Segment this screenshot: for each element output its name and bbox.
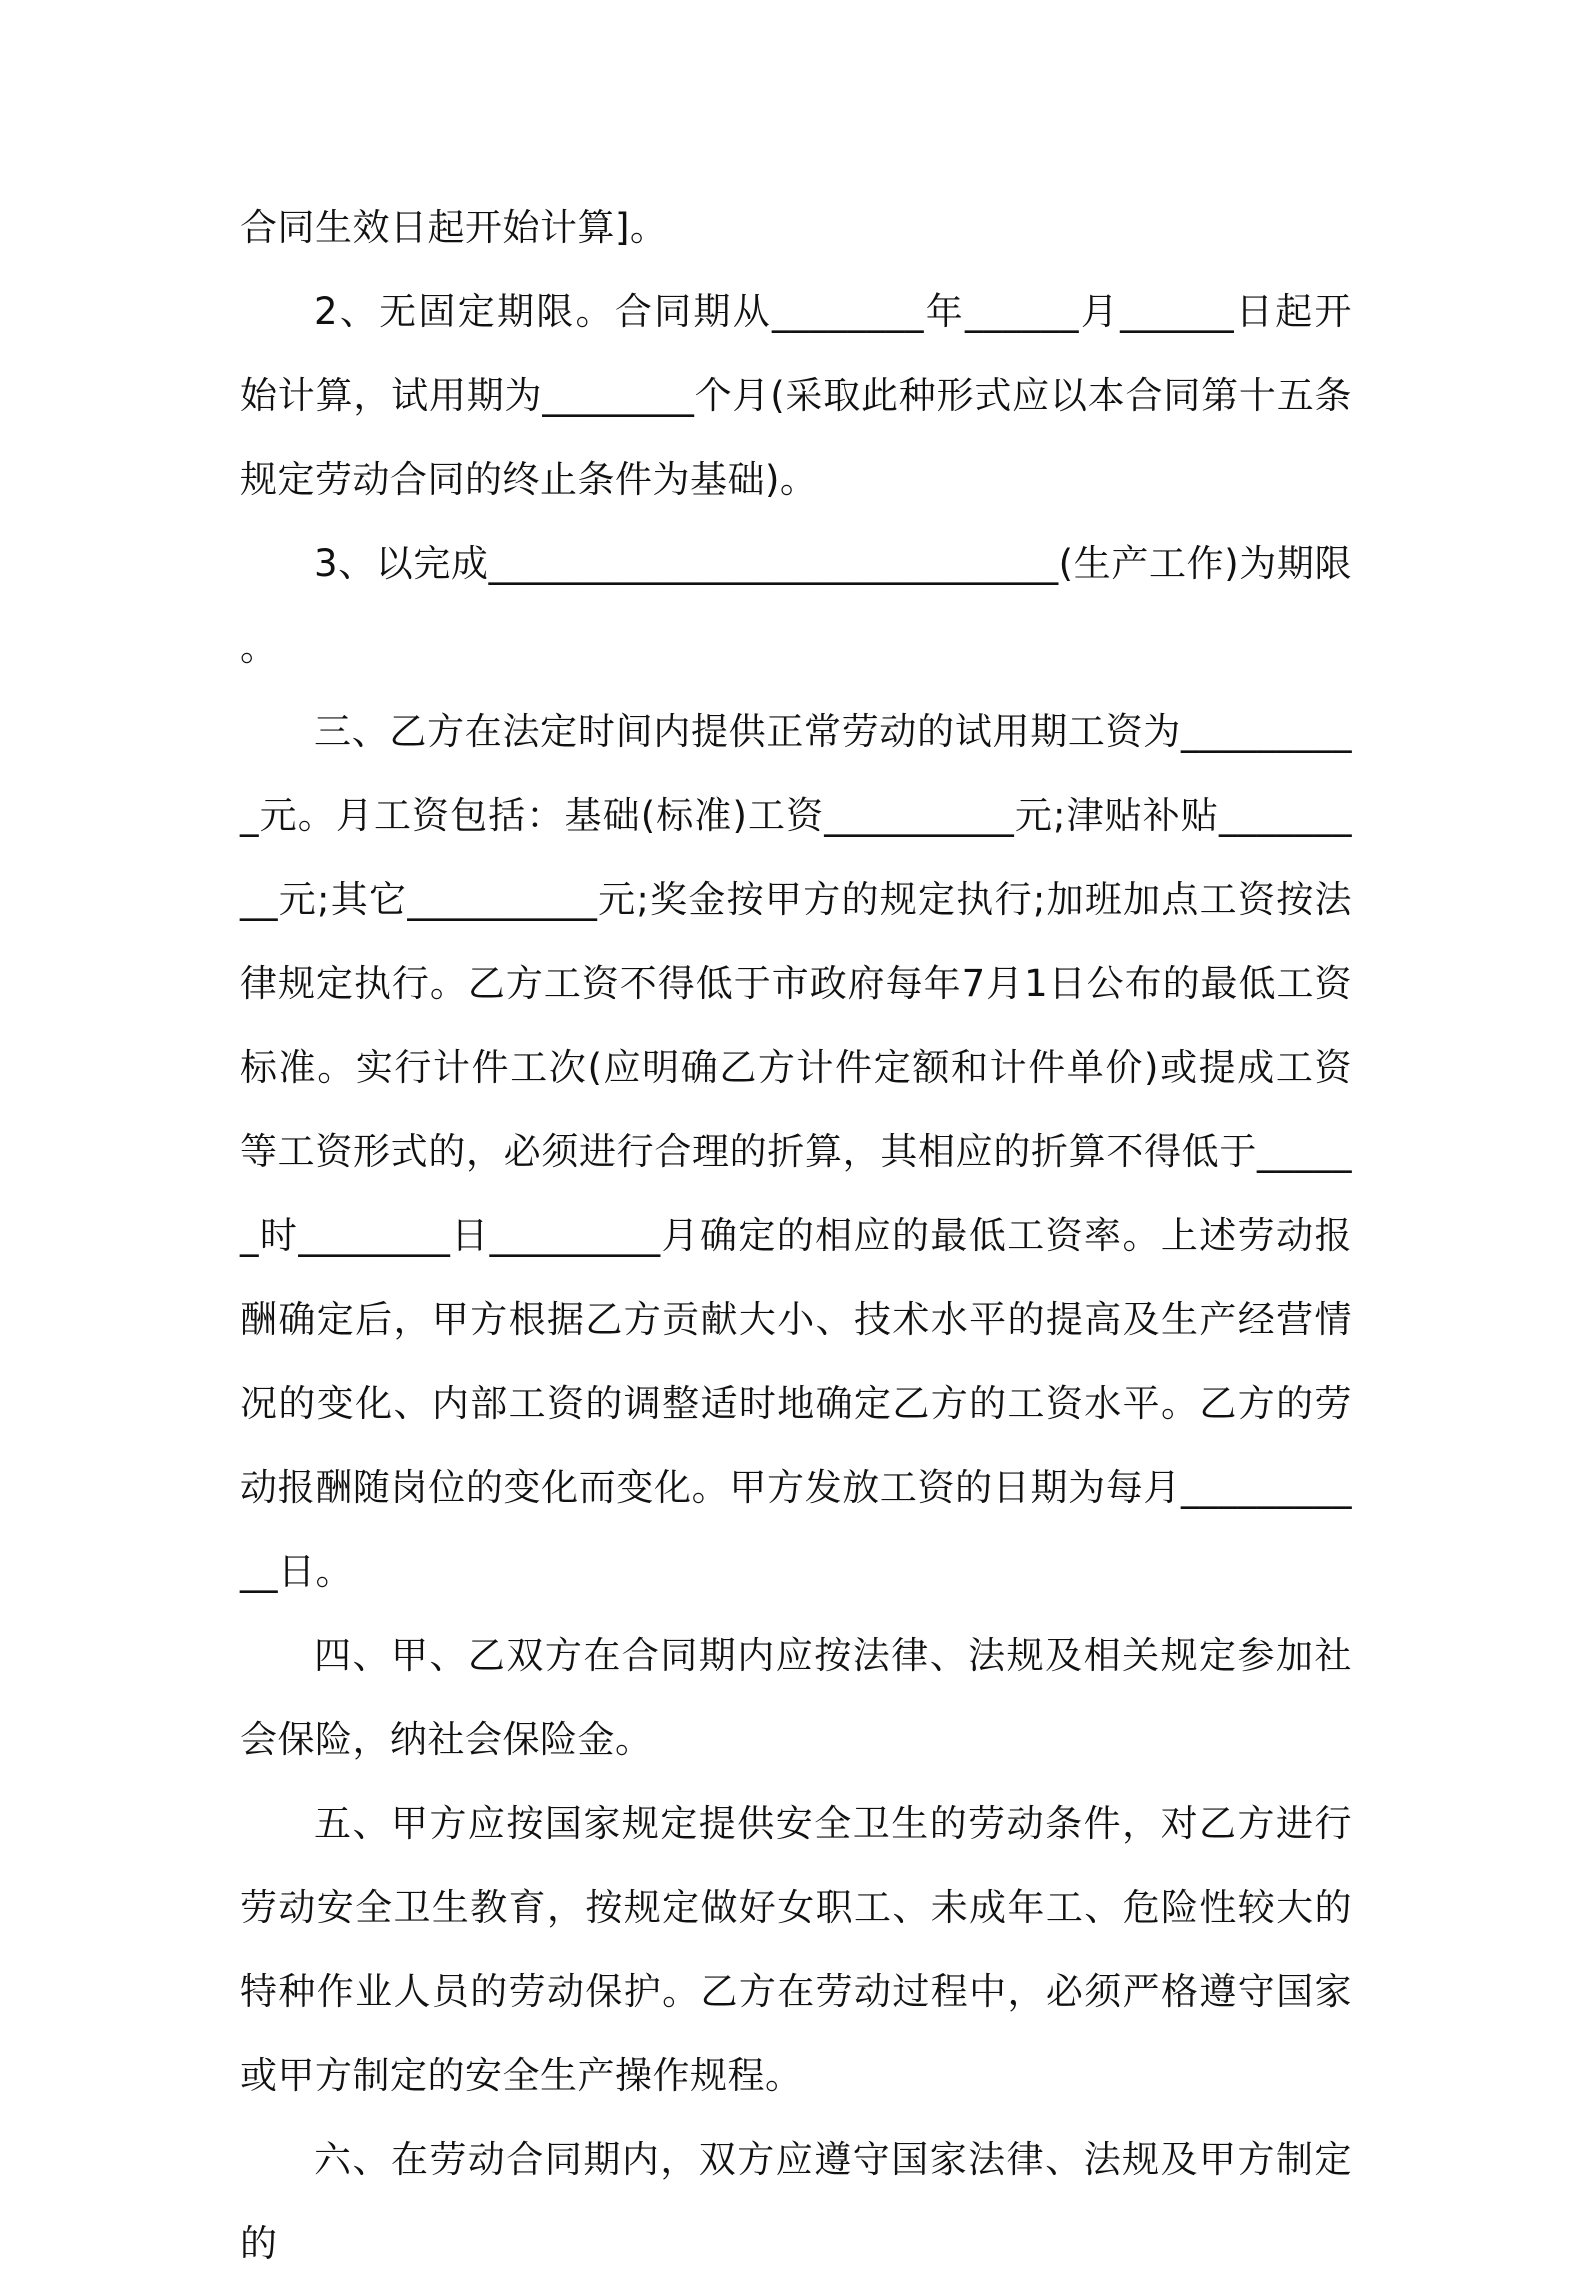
document-body (240, 186, 1352, 2286)
paragraph-section-4-social-insurance: 四、甲、乙双方在合同期内应按法律、法规及相关规定参加社会保险，纳社会保险金。 (240, 1634, 1352, 1761)
paragraph-clause-3-task-term: 3、以完成______________________________(生产工作)为期限。 (240, 542, 1352, 669)
paragraph-continuation: 合同生效日起开始计算]。 (240, 206, 668, 249)
paragraph-section-3-wages: 三、乙方在法定时间内提供正常劳动的试用期工资为__________元。月工资包括：基础(标准)工资__________元;津贴补贴_________元;其它__________元;奖金按甲方的规定执行;加班加点工资按法律规定执行。乙方工资不得低于市政府每年7月1日公布的最低工资标准。实行计件工次(应明确乙方计件定额和计件单价)或提成工资等工资形式的，必须进行合理的折算，其相应的折算不得低于______时________日_________月确定的相应的最低工资率。上述劳动报酬确定后，甲方根据乙方贡献大小、技术水平的提高及生产经营情况的变化、内部工资的调整适时地确定乙方的工资水平。乙方的劳动报酬随岗位的变化而变化。甲方发放工资的日期为每月___________日。 (240, 710, 1352, 1593)
paragraph-section-5-labor-safety: 五、甲方应按国家规定提供安全卫生的劳动条件，对乙方进行劳动安全卫生教育，按规定做好女职工、未成年工、危险性较大的特种作业人员的劳动保护。乙方在劳动过程中，必须严格遵守国家或甲方制定的安全生产操作规程。 (240, 1802, 1352, 2097)
paragraph-clause-2-indefinite-term: 2、无固定期限。合同期从________年______月______日起开始计算，试用期为________个月(采取此种形式应以本合同第十五条规定劳动合同的终止条件为基础)。 (240, 290, 1352, 501)
paragraph-section-6-compliance: 六、在劳动合同期内，双方应遵守国家法律、法规及甲方制定的 (240, 2138, 1352, 2265)
